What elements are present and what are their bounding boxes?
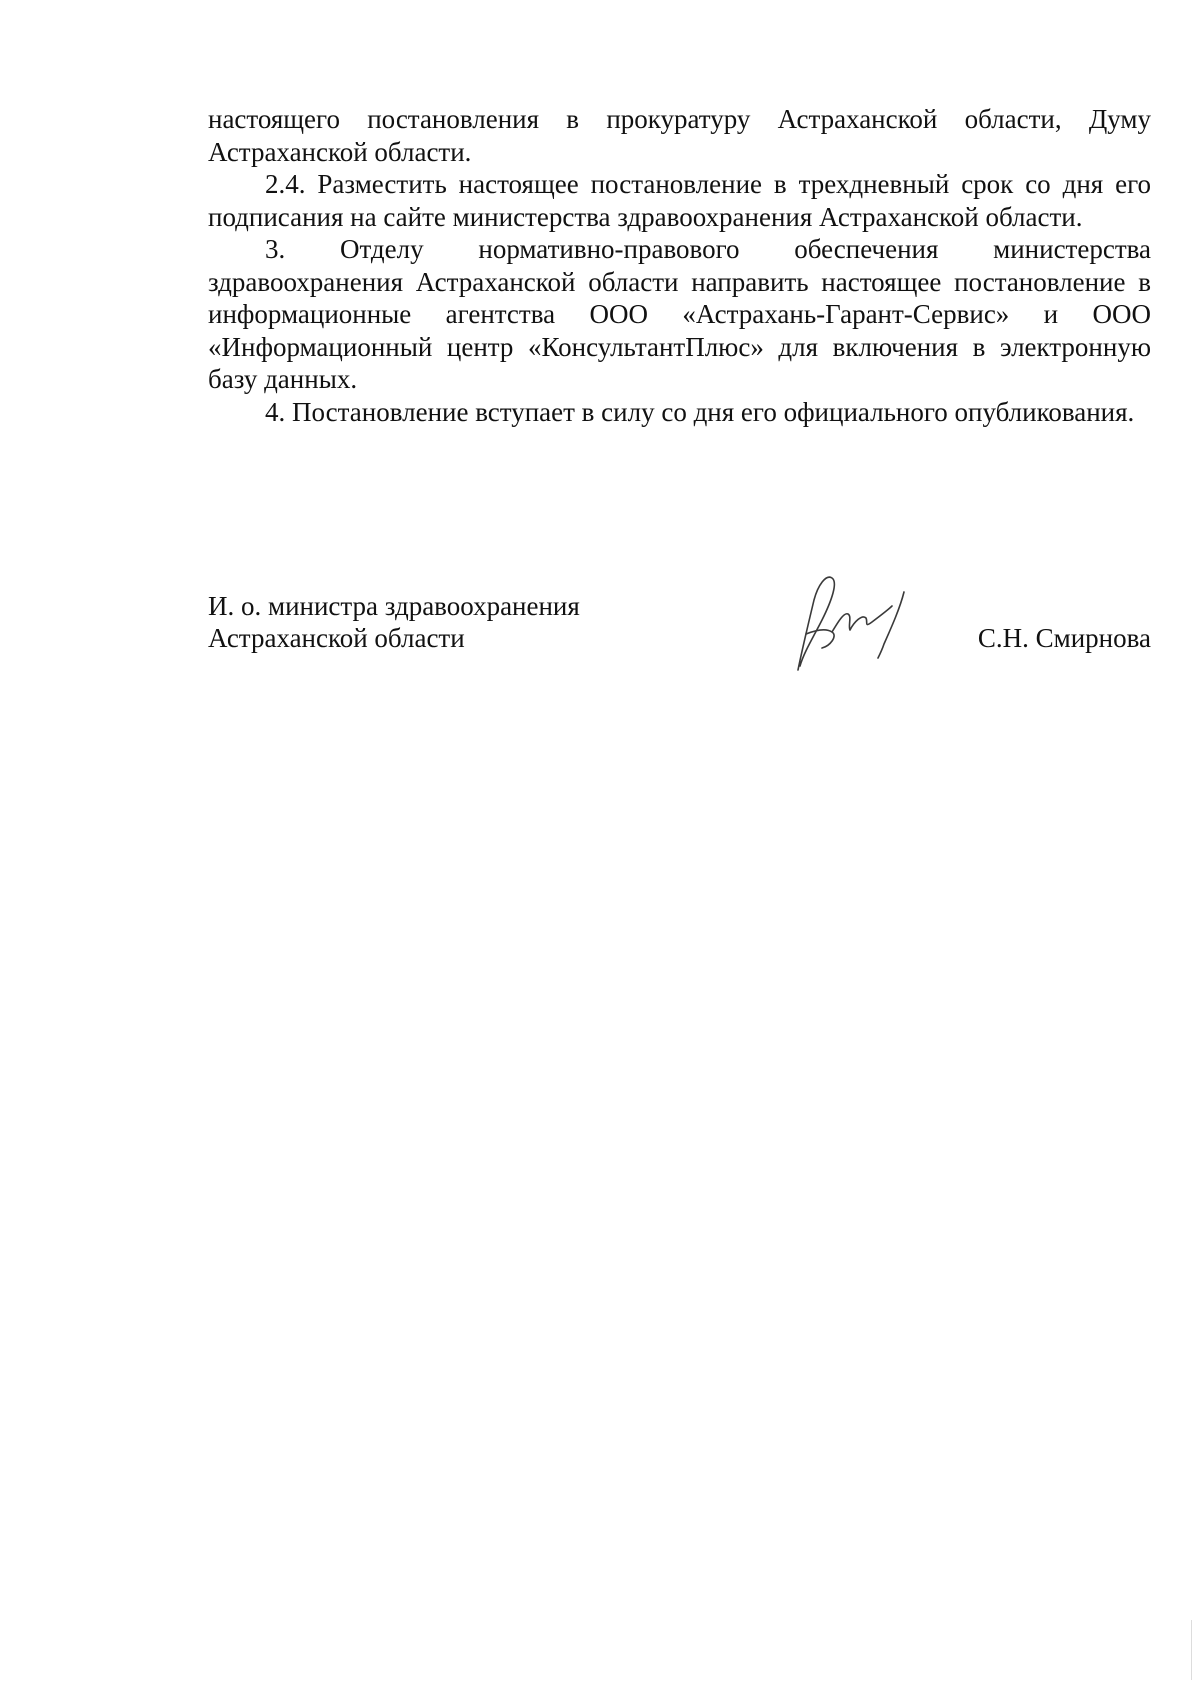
signatory-position	[208, 590, 808, 654]
paragraph-prosecutor-duma: настоящего постановления в прокуратуру Астраханской области, Думу Астраханской области.	[208, 104, 1151, 167]
paragraph-3-legal-department: 3. Отделу нормативно-правового обеспечения министерства здравоохранения Астраханской области направить настоящее постановление в информационные агентства ООО «Астрахань-Гарант-Сервис» и ООО «Информационный центр «КонсультантПлюс» для включения в электронную базу данных.	[208, 234, 1151, 394]
signatory-position-line-2: Астраханской области	[208, 623, 465, 653]
paragraph-4-effective-date: 4. Постановление вступает в силу со дня его официального опубликования.	[265, 396, 1135, 427]
paragraph-2-4-website: 2.4. Разместить настоящее постановление в трехдневный срок со дня его подписания на сайте министерства здравоохранения Астраханской области.	[208, 169, 1151, 232]
document-body	[208, 103, 1151, 428]
scan-edge-mark	[1191, 1620, 1192, 1680]
signatory-name: С.Н. Смирнова	[977, 623, 1151, 653]
signatory-position-line-1: И. о. министра здравоохранения	[208, 591, 580, 621]
handwritten-signature-icon	[792, 570, 922, 675]
